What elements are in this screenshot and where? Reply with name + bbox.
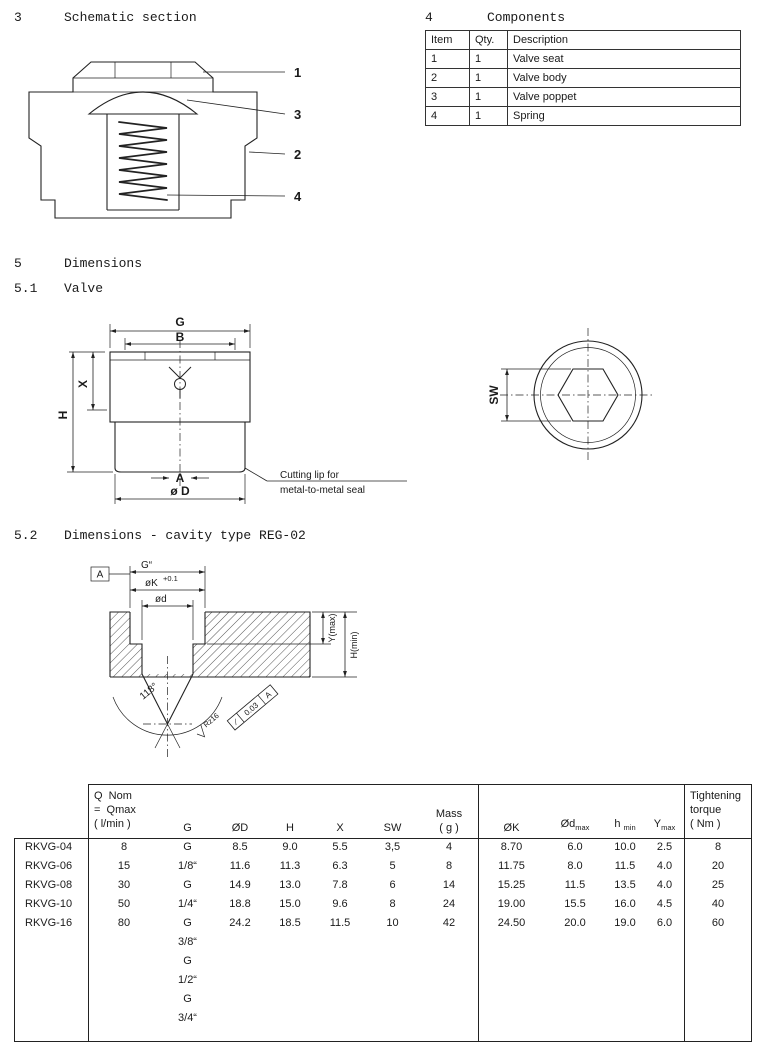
- dim-row-value: 2.5: [656, 841, 673, 853]
- components-table: [425, 30, 741, 126]
- col-header-sw: [365, 784, 420, 838]
- front-view-dimensions: [56, 315, 407, 504]
- callout-2: 2: [294, 147, 302, 162]
- dim-row-value: 11.6: [229, 860, 251, 872]
- section-5-heading: [14, 256, 142, 271]
- dim-row-value: 24.50: [497, 917, 526, 929]
- dim-row-model: RKVG-06: [25, 860, 73, 872]
- item-cell: 3: [426, 88, 470, 107]
- col-header-g: [160, 784, 215, 838]
- feature-control-frame: [227, 685, 278, 730]
- section-3-title: Schematic section: [64, 10, 197, 25]
- dim-row-value: 8: [389, 898, 396, 910]
- dim-row-value: 15.5: [564, 898, 586, 910]
- col-header-od: [215, 784, 265, 838]
- dim-row-value: 24: [442, 898, 456, 910]
- dim-row-value: 11.5: [329, 917, 351, 929]
- dim-row-value: 15: [117, 860, 131, 872]
- dim-row-value: 10: [386, 917, 399, 929]
- dim-row-value: 4.5: [656, 898, 673, 910]
- col-header-ok: [478, 784, 545, 838]
- dim-row-value: 6.0: [567, 841, 583, 853]
- note-leader: [245, 468, 267, 481]
- dim-row-value: 60: [711, 917, 725, 929]
- qty-cell: 1: [470, 69, 508, 88]
- dim-row-value: 8.70: [500, 841, 523, 853]
- table-border-top: [88, 784, 752, 785]
- dim-g-overflow-value: G: [183, 955, 192, 967]
- dim-row-value: 15.0: [279, 898, 301, 910]
- dim-label-odrill: ød: [155, 594, 167, 605]
- dim-row-value: 18.5: [279, 917, 301, 929]
- dim-row-model: RKVG-10: [25, 898, 73, 910]
- header-line: Mass: [435, 808, 463, 820]
- header-line: [561, 817, 590, 835]
- dim-row-value: 25: [711, 879, 725, 891]
- dim-row-value: 8: [120, 841, 128, 853]
- table-border-header-bottom: [14, 838, 752, 839]
- section-4-title: Components: [487, 10, 566, 25]
- dim-row-value: 11.75: [498, 860, 525, 872]
- col-header-torque: [684, 784, 752, 838]
- header-base: h: [614, 817, 621, 830]
- dim-row-value: 13.0: [279, 879, 301, 891]
- dim-row-value: 6.3: [332, 860, 348, 872]
- col-header-odmax: [545, 784, 605, 838]
- dim-row-value: 6: [389, 879, 396, 891]
- leader-2: [249, 152, 285, 154]
- header-line: Q Nom: [94, 790, 132, 802]
- header-line: H: [286, 822, 294, 834]
- table-border-right: [751, 784, 752, 1042]
- dim-label-hmin: H(min): [349, 631, 359, 659]
- dim-row-value: 8.5: [232, 841, 248, 853]
- valve-dimension-drawing: [55, 310, 715, 520]
- header-line: ( g ): [439, 822, 459, 834]
- dim-row-value: 8.0: [567, 860, 583, 872]
- components-row: [426, 50, 741, 69]
- dim-row-value: 11.5: [564, 879, 586, 891]
- header-sub: max: [661, 823, 676, 832]
- dim-row-value: 19.00: [497, 898, 526, 910]
- dim-label-ok-tolerance: +0.1: [163, 574, 178, 583]
- dim-row-value: 15.25: [497, 879, 526, 891]
- datum-label: A: [96, 569, 104, 581]
- dim-row-model: RKVG-08: [25, 879, 73, 891]
- dim-row-value: 7.8: [332, 879, 348, 891]
- dim-row-value: 8: [445, 860, 453, 872]
- roughness-label: Rz16: [201, 711, 221, 730]
- dim-label-a: A: [175, 471, 185, 485]
- section-4-heading: [425, 10, 565, 25]
- dim-row-value: 18.8: [229, 898, 251, 910]
- desc-cell: Valve body: [508, 69, 741, 88]
- section-5-title: Dimensions: [64, 256, 143, 271]
- desc-cell: Valve poppet: [508, 88, 741, 107]
- section-5-2-title: Dimensions - cavity type REG-02: [64, 528, 306, 543]
- dim-row-value: 40: [711, 898, 725, 910]
- dim-row-model: RKVG-04: [25, 841, 73, 853]
- table-divider-torque: [684, 784, 685, 1042]
- schematic-section-drawing: [15, 52, 315, 232]
- callout-1: 1: [294, 65, 302, 80]
- components-header-desc: Description: [508, 31, 741, 50]
- dim-row-value: G: [183, 879, 192, 891]
- header-line: = Qmax: [94, 804, 136, 816]
- desc-cell: Valve seat: [508, 50, 741, 69]
- dim-label-h: H: [56, 410, 70, 420]
- section-5-number: 5: [14, 256, 22, 271]
- header-line: G: [183, 822, 192, 834]
- item-cell: 1: [426, 50, 470, 69]
- tolerance-symbol: ∕: [232, 718, 240, 726]
- table-border-bottom: [14, 1041, 752, 1042]
- dim-row-value: 16.0: [614, 898, 636, 910]
- dim-label-ymax: Y(max): [327, 613, 337, 643]
- leader-3: [187, 100, 285, 114]
- tolerance-value: 0.03: [242, 700, 261, 718]
- dim-g-overflow-value: G: [183, 993, 192, 1005]
- dim-row-value: G: [183, 841, 192, 853]
- section-3-number: 3: [14, 10, 22, 25]
- section-5-1-heading: [14, 281, 103, 296]
- dim-row-value: 14: [442, 879, 456, 891]
- components-header-row: [426, 31, 741, 50]
- qty-cell: 1: [470, 88, 508, 107]
- dim-row-value: G: [183, 917, 192, 929]
- angle-label: 118°: [137, 681, 161, 703]
- dim-row-value: 20: [711, 860, 725, 872]
- header-sub: max: [575, 823, 590, 832]
- header-line: Tightening: [690, 790, 741, 802]
- header-line: ØK: [503, 822, 520, 834]
- header-base: Ød: [560, 817, 576, 830]
- dim-label-ok: øK: [145, 578, 158, 589]
- col-header-ymax: [645, 784, 684, 838]
- dim-row-value: 13.5: [614, 879, 636, 891]
- dim-row-value: 6.0: [656, 917, 673, 929]
- section-5-2-heading: [14, 528, 306, 543]
- dim-row-value: 20.0: [564, 917, 586, 929]
- dim-row-value: 42: [442, 917, 456, 929]
- dim-label-g: G: [175, 315, 185, 329]
- dim-row-value: 9.6: [332, 898, 348, 910]
- dim-row-value: 11.3: [279, 860, 301, 872]
- valve-cross-section: [29, 62, 257, 218]
- dim-row-value: 14.9: [229, 879, 251, 891]
- dim-label-b: B: [175, 330, 185, 344]
- components-row: [426, 107, 741, 126]
- dim-row-value: 8: [714, 841, 722, 853]
- header-base: Y: [653, 817, 662, 830]
- table-border-left: [14, 838, 15, 1042]
- dim-row-value: 4.0: [656, 879, 673, 891]
- section-5-2-number: 5.2: [14, 528, 38, 543]
- dim-g-overflow-value: 3/4“: [178, 1012, 197, 1024]
- valve-end-view: [487, 328, 655, 462]
- dim-label-gthread: G“: [141, 560, 153, 571]
- col-header-q: [88, 784, 160, 838]
- dimensions-table: [14, 784, 752, 1042]
- cavity-upper: [85, 79, 201, 114]
- dim-row-value: 30: [117, 879, 131, 891]
- section-5-1-title: Valve: [64, 281, 104, 296]
- table-divider-mass: [478, 784, 479, 1042]
- leader-4: [167, 195, 285, 196]
- header-line: X: [336, 822, 344, 834]
- table-divider-model: [88, 784, 89, 1042]
- dim-g-overflow-value: 1/2“: [178, 974, 197, 986]
- cavity-dimension-drawing: [85, 552, 415, 770]
- header-line: torque: [690, 804, 722, 816]
- header-line: [654, 817, 676, 835]
- dim-row-model: RKVG-16: [25, 917, 73, 929]
- cavity-section: [110, 612, 310, 758]
- dim-row-value: 5: [389, 860, 396, 872]
- dim-row-value: 80: [117, 917, 131, 929]
- tolerance-datum: A: [263, 689, 274, 701]
- dim-row-value: 11.5: [614, 860, 636, 872]
- dim-row-value: 9.0: [282, 841, 298, 853]
- dim-label-od: ø D: [170, 484, 190, 498]
- dim-row-value: 1/4“: [178, 898, 197, 910]
- desc-cell: Spring: [508, 107, 741, 126]
- dim-label-x: X: [76, 379, 90, 389]
- section-4-number: 4: [425, 10, 433, 25]
- dim-g-overflow-value: 3/8“: [178, 936, 197, 948]
- header-line: [614, 817, 635, 835]
- dim-row-value: 4: [445, 841, 453, 853]
- dim-row-value: 1/8“: [178, 860, 197, 872]
- note-line-1: Cutting lip for: [280, 470, 339, 481]
- surface-roughness-flag: [193, 711, 223, 739]
- dim-row-value: 4.0: [656, 860, 673, 872]
- header-line: SW: [383, 822, 402, 834]
- item-cell: 2: [426, 69, 470, 88]
- header-line: ( l/min ): [94, 818, 131, 830]
- header-line: ( Nm ): [690, 818, 721, 830]
- dim-row-value: 5.5: [332, 841, 348, 853]
- components-header-qty: Qty.: [470, 31, 508, 50]
- dim-row-value: 50: [117, 898, 131, 910]
- col-header-x: [315, 784, 365, 838]
- dim-label-sw: SW: [487, 385, 501, 405]
- col-header-hmin: [605, 784, 645, 838]
- components-header-item: Item: [426, 31, 470, 50]
- header-line: ØD: [231, 822, 249, 834]
- dim-row-value: 24.2: [229, 917, 251, 929]
- section-3-heading: [14, 10, 197, 25]
- qty-cell: 1: [470, 107, 508, 126]
- item-cell: 4: [426, 107, 470, 126]
- header-sub: min: [623, 823, 636, 832]
- dim-row-value: 3,5: [384, 841, 401, 853]
- note-line-2: metal-to-metal seal: [280, 485, 366, 496]
- qty-cell: 1: [470, 50, 508, 69]
- callout-4: 4: [294, 189, 302, 204]
- col-header-h: [265, 784, 315, 838]
- components-row: [426, 69, 741, 88]
- valve-body-front-view: [110, 340, 250, 486]
- col-header-mass: [420, 784, 478, 838]
- dim-row-value: 19.0: [614, 917, 636, 929]
- callout-3: 3: [294, 107, 302, 122]
- section-5-1-number: 5.1: [14, 281, 38, 296]
- dim-row-value: 10.0: [614, 841, 636, 853]
- col-header-model: [14, 784, 88, 838]
- components-row: [426, 88, 741, 107]
